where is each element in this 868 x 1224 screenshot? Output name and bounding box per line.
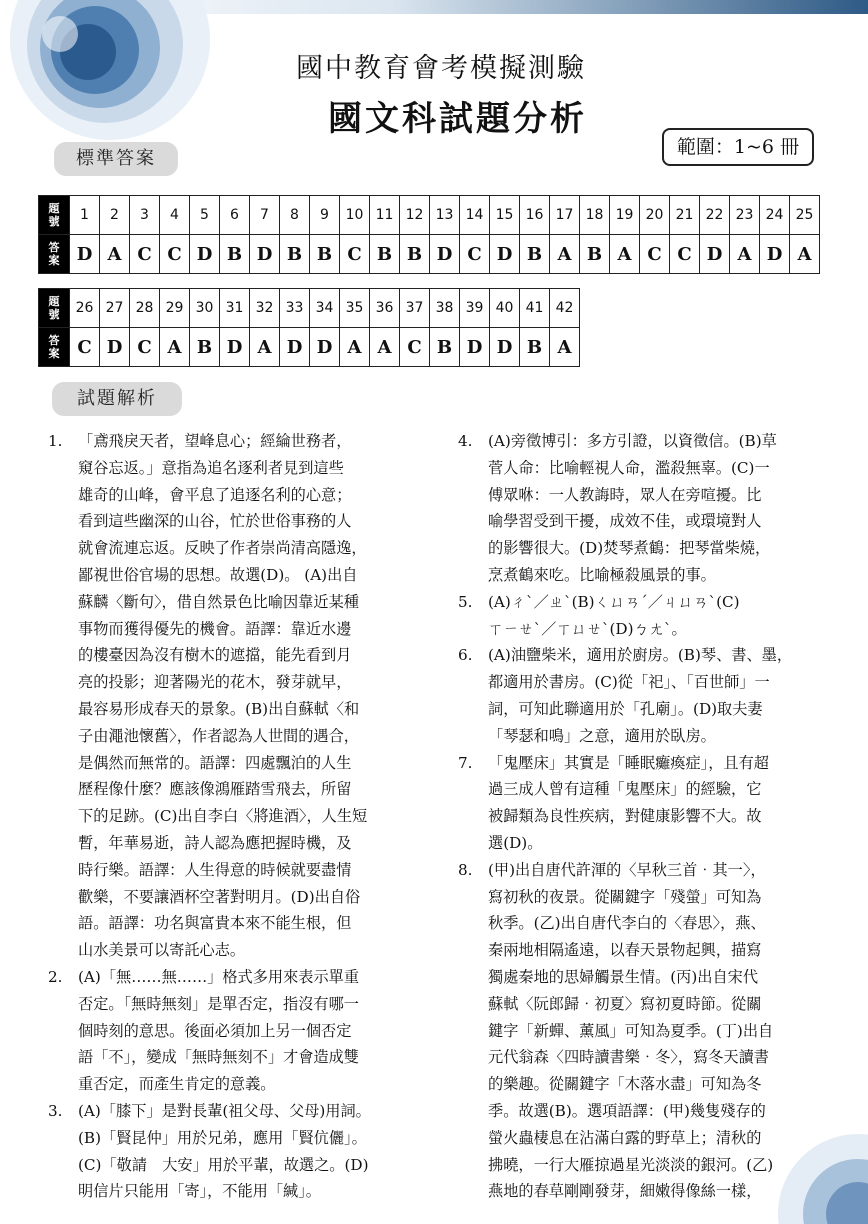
question-number-cell: 41 — [520, 289, 550, 328]
answer-cell: B — [430, 328, 460, 367]
question-number: 1. — [48, 432, 63, 450]
question-number-cell: 19 — [610, 196, 640, 235]
question-number-cell: 40 — [490, 289, 520, 328]
question-number-cell: 24 — [760, 196, 790, 235]
analysis-item — [458, 428, 818, 589]
answer-cell: D — [250, 235, 280, 274]
question-number-cell: 39 — [460, 289, 490, 328]
answer-cell: D — [490, 328, 520, 367]
question-number-cell: 23 — [730, 196, 760, 235]
answer-cell: C — [640, 235, 670, 274]
question-number: 5. — [458, 592, 473, 611]
analysis-text: (A)旁徵博引：多方引證，以資徵信。(B)草 菅人命：比喻輕視人命，濫殺無辜。(C)一 傅眾咻：一人教誨時，眾人在旁喧擾。比 喻學習受到干擾，成效不佳，或環境對人 的影響很大。(D)焚琴煮鶴：把琴當柴燒， 烹煮鶴來吃。比喻極殺風景的事。 — [488, 432, 777, 584]
question-number-cell: 32 — [250, 289, 280, 328]
answer-cell: D — [490, 235, 520, 274]
question-number-cell: 36 — [370, 289, 400, 328]
question-number-cell: 28 — [130, 289, 160, 328]
question-number-cell: 30 — [190, 289, 220, 328]
question-number-cell: 6 — [220, 196, 250, 235]
analysis-item — [458, 750, 818, 857]
question-number-cell: 42 — [550, 289, 580, 328]
analysis-item — [48, 428, 428, 964]
question-number: 8. — [458, 860, 473, 879]
answer-cell: B — [580, 235, 610, 274]
question-number-cell: 11 — [370, 196, 400, 235]
question-number-cell: 35 — [340, 289, 370, 328]
range-box: 範圍：1~6 冊 — [662, 128, 814, 166]
analysis-text: (A)ㄔˋ／ㄓˋ(B)ㄑㄩㄢˊ／ㄐㄩㄢˋ(C) ㄒㄧㄝˋ／ㄒㄩㄝˋ(D)ㄅㄤˋ。 — [488, 592, 740, 638]
answer-cell: D — [280, 328, 310, 367]
number-row — [39, 289, 580, 328]
question-number-cell: 9 — [310, 196, 340, 235]
question-number-cell: 1 — [70, 196, 100, 235]
question-number-cell: 16 — [520, 196, 550, 235]
question-number-cell: 15 — [490, 196, 520, 235]
answer-cell: A — [610, 235, 640, 274]
question-number-cell: 22 — [700, 196, 730, 235]
analysis-text: 「鳶飛戾天者，望峰息心；經綸世務者， 窺谷忘返。」意指為追名逐利者見到這些 雄奇的山峰，會平息了追逐名利的心意； 看到這些幽深的山谷，忙於世俗事務的人 就會流連忘返。反映了作者崇尚清高隱逸， 鄙視世俗官場的思想。故選(D)。 (A)出自 蘇麟〈斷句〉，借自然景色比喻因靠近某種 事物而獲得優先的機會。語譯：靠近水邊 的樓臺因為沒有樹木的遮擋，能先看到月 亮的投影；迎著陽光的花木，發芽就早， 最容易形成春天的景象。(B)出自蘇軾〈和 子由澠池懷舊〉，作者認為人世間的遇合， 是偶然而無常的。語譯：四處飄泊的人生 歷程像什麼？應該像鴻雁踏雪飛去，所留 下的足跡。(C)出自李白〈將進酒〉，人生短 暫，年華易逝，詩人認為應把握時機，及 時行樂。語譯：人生得意的時候就要盡情 歡樂，不要讓酒杯空著對明月。(D)出自俗 語。語譯：功名與富貴本來不能生根，但 山水美景可以寄託心志。 — [78, 432, 368, 960]
answer-cell: D — [70, 235, 100, 274]
answers-section-label: 標準答案 — [54, 142, 178, 176]
answer-cell: D — [100, 328, 130, 367]
decorative-circles — [0, 0, 300, 150]
answer-cell: B — [520, 235, 550, 274]
question-number-cell: 25 — [790, 196, 820, 235]
analysis-item — [458, 642, 818, 749]
answer-cell: B — [220, 235, 250, 274]
header-number-cell: 題 號 — [39, 289, 70, 328]
answer-cell: B — [370, 235, 400, 274]
answer-cell: C — [160, 235, 190, 274]
analysis-item — [48, 964, 428, 1098]
answer-cell: B — [520, 328, 550, 367]
analysis-item — [458, 857, 818, 1205]
analysis-column-right — [458, 428, 818, 1205]
analysis-text: (A)油鹽柴米，適用於廚房。(B)琴、書、墨， 都適用於書房。(C)從「祀」、「百世師」一 詞，可知此聯適用於「孔廟」。(D)取夫妻 「琴瑟和鳴」之意，適用於臥房。 — [488, 646, 793, 745]
analysis-text: (A)「膝下」是對長輩(祖父母、父母)用詞。 (B)「賢昆仲」用於兄弟，應用「賢伉儷」。 (C)「敬請 大安」用於平輩，故選之。(D) 明信片只能用「寄」，不能用「緘」。 — [78, 1101, 371, 1201]
question-number-cell: 21 — [670, 196, 700, 235]
answer-cell: A — [550, 328, 580, 367]
question-number-cell: 33 — [280, 289, 310, 328]
question-number-cell: 3 — [130, 196, 160, 235]
header-answer-cell: 答 案 — [39, 235, 70, 274]
question-number-cell: 34 — [310, 289, 340, 328]
answer-cell: C — [400, 328, 430, 367]
answer-cell: B — [400, 235, 430, 274]
answer-cell: A — [730, 235, 760, 274]
answer-cell: C — [70, 328, 100, 367]
question-number-cell: 10 — [340, 196, 370, 235]
answer-cell: A — [250, 328, 280, 367]
analysis-text: 「鬼壓床」其實是「睡眠癱瘓症」，且有超 過三成人曾有這種「鬼壓床」的經驗，它 被歸類為良性疾病，對健康影響不大。故 選(D)。 — [488, 753, 769, 852]
answer-cell: A — [160, 328, 190, 367]
question-number-cell: 29 — [160, 289, 190, 328]
question-number-cell: 14 — [460, 196, 490, 235]
question-number: 2. — [48, 967, 63, 986]
answer-cell: D — [220, 328, 250, 367]
analysis-item — [48, 1098, 428, 1205]
analysis-text: (甲)出自唐代許渾的〈早秋三首‧其一〉， 寫初秋的夜景。從關鍵字「殘螢」可知為 秋季。(乙)出自唐代李白的〈春思〉，燕、 秦兩地相隔遙遠，以春天景物起興，描寫 獨處秦地的思婦觸景生情。(丙)出自宋代 蘇軾〈阮郎歸‧初夏〉寫初夏時節。從關 鍵字「新蟬、薰風」可知為夏季。(丁)出自 元代翁森〈四時讀書樂‧冬〉，寫冬天讀書 的樂趣。從關鍵字「木落水盡」可知為冬 季。故選(B)。選項語譯：(甲)幾隻殘存的 螢火蟲棲息在沾滿白露的野草上；清秋的 拂曉，一行大雁掠過星光淡淡的銀河。(乙) 燕地的春草剛剛發芽，細嫩得像絲一樣， — [488, 860, 774, 1201]
question-number-cell: 8 — [280, 196, 310, 235]
question-number-cell: 38 — [430, 289, 460, 328]
question-number-cell: 20 — [640, 196, 670, 235]
answer-table-1 — [38, 195, 820, 274]
question-number-cell: 27 — [100, 289, 130, 328]
analysis-item — [458, 589, 818, 643]
answer-cell: D — [700, 235, 730, 274]
question-number-cell: 5 — [190, 196, 220, 235]
answer-cell: B — [190, 328, 220, 367]
answer-table-2 — [38, 288, 580, 367]
analysis-text: (A)「無……無……」格式多用來表示單重 否定。「無時無刻」是單否定，指沒有哪一 個時刻的意思。後面必須加上另一個否定 語「不」，變成「無時無刻不」才會造成雙 重否定，而產生肯定的意義。 — [78, 967, 360, 1094]
header-answer-cell: 答 案 — [39, 328, 70, 367]
answer-cell: D — [310, 328, 340, 367]
answer-cell: A — [550, 235, 580, 274]
analysis-column-left — [48, 428, 428, 1205]
answer-row — [39, 235, 820, 274]
number-row — [39, 196, 820, 235]
answer-cell: A — [340, 328, 370, 367]
question-number-cell: 17 — [550, 196, 580, 235]
answer-cell: D — [190, 235, 220, 274]
question-number-cell: 31 — [220, 289, 250, 328]
answer-cell: C — [460, 235, 490, 274]
answer-cell: A — [100, 235, 130, 274]
question-number: 6. — [458, 646, 473, 665]
answer-cell: C — [130, 235, 160, 274]
question-number: 3. — [48, 1101, 63, 1120]
page-title: 國文科試題分析 — [328, 99, 587, 139]
question-number-cell: 26 — [70, 289, 100, 328]
analysis-section-label: 試題解析 — [52, 382, 182, 416]
question-number-cell: 4 — [160, 196, 190, 235]
header-number-cell: 題 號 — [39, 196, 70, 235]
answer-cell: C — [670, 235, 700, 274]
question-number-cell: 13 — [430, 196, 460, 235]
answer-cell: C — [340, 235, 370, 274]
answer-cell: B — [280, 235, 310, 274]
answer-cell: B — [310, 235, 340, 274]
answer-cell: C — [130, 328, 160, 367]
exam-title: 國中教育會考模擬測驗 — [296, 53, 586, 84]
answer-row — [39, 328, 580, 367]
question-number-cell: 2 — [100, 196, 130, 235]
answer-cell: D — [430, 235, 460, 274]
answer-cell: A — [370, 328, 400, 367]
question-number-cell: 7 — [250, 196, 280, 235]
question-number-cell: 12 — [400, 196, 430, 235]
question-number: 7. — [458, 753, 473, 772]
question-number: 4. — [458, 432, 473, 450]
question-number-cell: 37 — [400, 289, 430, 328]
answer-cell: D — [460, 328, 490, 367]
answer-cell: D — [760, 235, 790, 274]
question-number-cell: 18 — [580, 196, 610, 235]
answer-cell: A — [790, 235, 820, 274]
